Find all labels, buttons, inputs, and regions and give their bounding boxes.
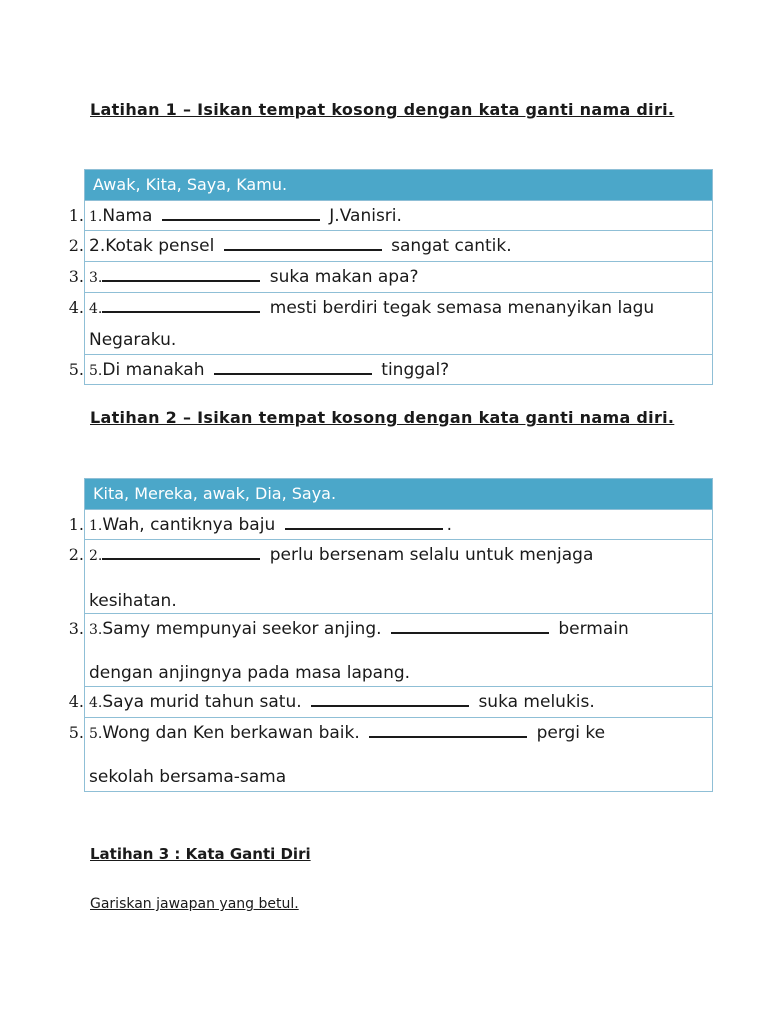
row-marker: 4. (68, 298, 84, 317)
latihan-3-title: Latihan 3 : Kata Ganti Diri (90, 845, 311, 863)
table-row (68, 686, 712, 717)
row-text-after: mesti berdiri tegak semasa menanyikan lagu (269, 298, 655, 318)
row-continuation: kesihatan. (89, 591, 177, 611)
row-text-before: Kotak pensel (105, 236, 215, 256)
row-marker: 2. (68, 236, 84, 255)
row-text-after: bermain (558, 619, 629, 639)
answer-blank[interactable] (102, 267, 260, 282)
row-number: 3. (89, 622, 103, 638)
latihan-3-instruction: Gariskan jawapan yang betul. (90, 896, 299, 912)
row-marker: 1. (68, 515, 84, 534)
row-text-before: Wong dan Ken berkawan baik. (102, 723, 360, 743)
answer-blank[interactable] (311, 692, 469, 707)
answer-blank[interactable] (102, 298, 260, 313)
row-marker: 5. (68, 723, 84, 742)
row-marker: 1. (68, 206, 84, 225)
row-text-before: Di manakah (102, 360, 205, 380)
latihan-1-options: Awak, Kita, Saya, Kamu. (85, 170, 712, 200)
table-row (68, 200, 712, 230)
table-row (68, 717, 712, 791)
latihan-1-title: Latihan 1 – Isikan tempat kosong dengan kata ganti nama diri. (90, 100, 675, 119)
row-number: 3. (89, 270, 103, 286)
row-text-before: Wah, cantiknya baju (102, 515, 276, 535)
row-text-after: tinggal? (381, 360, 450, 380)
row-text-before: Samy mempunyai seekor anjing. (102, 619, 382, 639)
latihan-2-options: Kita, Mereka, awak, Dia, Saya. (85, 479, 712, 509)
answer-blank[interactable] (285, 515, 443, 530)
row-text-after: suka makan apa? (269, 267, 419, 287)
row-number: 5. (89, 363, 103, 379)
row-marker: 3. (68, 267, 84, 286)
table-row (68, 292, 712, 354)
table-row (68, 354, 712, 384)
answer-blank[interactable] (369, 723, 527, 738)
answer-blank[interactable] (102, 545, 260, 560)
answer-blank[interactable] (162, 206, 320, 221)
table-row (68, 230, 712, 261)
row-continuation: Negaraku. (89, 330, 177, 350)
row-marker: 5. (68, 360, 84, 379)
row-marker: 2. (68, 545, 84, 564)
row-text-after: sangat cantik. (391, 236, 512, 256)
row-number: 1. (89, 518, 103, 534)
answer-blank[interactable] (214, 360, 372, 375)
table-row (68, 539, 712, 613)
row-text-after: suka melukis. (478, 692, 595, 712)
row-marker: 4. (68, 692, 84, 711)
answer-blank[interactable] (391, 619, 549, 634)
row-text-after: J.Vanisri. (329, 206, 402, 226)
table-row (68, 509, 712, 539)
row-continuation: dengan anjingnya pada masa lapang. (89, 663, 411, 683)
latihan-2-table (68, 478, 713, 792)
row-continuation: sekolah bersama-sama (89, 767, 287, 787)
row-text-after: . (446, 515, 453, 535)
row-number: 4. (89, 695, 103, 711)
row-text-before: Nama (102, 206, 153, 226)
row-text-after: perlu bersenam selalu untuk menjaga (269, 545, 594, 565)
row-number: 2. (89, 236, 106, 256)
latihan-1-table (68, 169, 713, 385)
row-number: 2. (89, 548, 103, 564)
row-number: 5. (89, 726, 103, 742)
table-row (68, 261, 712, 292)
row-text-after: pergi ke (536, 723, 606, 743)
row-number: 4. (89, 301, 103, 317)
answer-blank[interactable] (224, 236, 382, 251)
latihan-2-title: Latihan 2 – Isikan tempat kosong dengan kata ganti nama diri. (90, 408, 675, 427)
row-marker: 3. (68, 619, 84, 638)
row-text-before: Saya murid tahun satu. (102, 692, 302, 712)
row-number: 1. (89, 209, 103, 225)
table-row (68, 613, 712, 686)
